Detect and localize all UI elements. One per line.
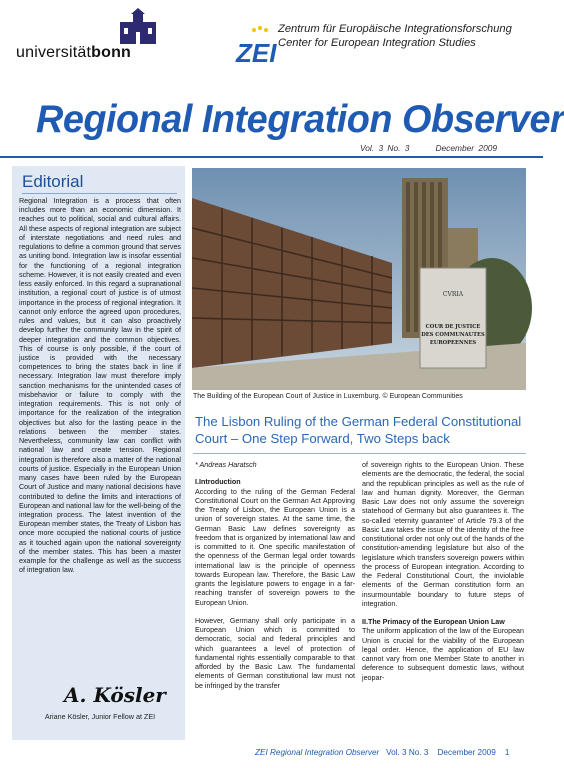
university-name: universitätbonn (16, 44, 132, 61)
publication-title: Regional Integration Observer (36, 98, 564, 141)
zei-institute-name (278, 22, 512, 50)
court-building-photo (192, 168, 526, 390)
editorial-body: Regional Integration is a process that often includes more than an economic dimension. It reaches out to political, social and cultural affairs. All these aspects of regional integration are subject of interstate negotiations and need rules and regulations to define a common ground that serves as uniting bond. Integration law is insofar essential for the functioning of a regional integration scheme. However, it is not easily created and even less easily enforced. In this regard a supranational institution, a regional court of justice is of utmost importance in the process of regional integration. It cannot only enforce the agreed upon procedures, rules and values, but it can also proactively develop further the community law in the spirit of deeper integration and the common objectives. This of course is only possible, if the court of justice is provided with the necessary competences to bring the states back in line if necessary. Integration law must therefore imply sanction mechanisms for the unintended cases of misbehavior or failure to comply with the integration requirements. This is not only of importance for the realization of the integration objectives but also for the lasting peace in the relations between the member states. Nevertheless, community law can conflict with national law and create tension. Regional integration is therefore also a matter of the national courts of justice. Especially in the European Union many cases have been ruled by the European Court of Justice and many national decisions have contributed to define the limits and interactions of European and national law for the well-being of the integration process. The latest invention of the European member states, the Treaty of Lisbon has once more occupied the national courts of justice as it touched again upon the national sovereignty of the member states. This has been a master example for the challenge as well as the success of integration law. (19, 197, 181, 575)
issue-info (360, 143, 497, 153)
issue-date: December 2009 (435, 143, 498, 153)
article-author: * Andreas Haratsch (195, 461, 257, 469)
article-divider (193, 453, 526, 454)
section-heading-introduction: I.Introduction (195, 478, 241, 487)
article-column-2 (362, 461, 524, 692)
issue-volume: Vol. 3 No. 3 (360, 143, 410, 153)
svg-text:CVRIA: CVRIA (442, 291, 464, 298)
svg-text:EUROPEENNES: EUROPEENNES (429, 340, 477, 346)
zei-logo-text: ZEI (236, 38, 277, 68)
article-paragraph: The uniform application of the law of the European Union is crucial for the viability of the European legal order. Hence, the application of EU law cannot vary from one Member State to another in deference to subsequent domestic laws, without jeopar- (362, 627, 524, 682)
zei-name-german: Zentrum für Europäische Integrationsforschung (278, 23, 512, 35)
zei-logo (236, 20, 277, 72)
editorial-author: Ariane Kösler, Junior Fellow at ZEI (44, 712, 156, 721)
svg-text:DES COMMUNAUTES: DES COMMUNAUTES (421, 332, 485, 338)
photo-caption: The Building of the European Court of Justice in Luxemburg. © European Communities (193, 393, 463, 400)
university-building-icon (118, 10, 158, 44)
editorial-heading: Editorial (22, 172, 84, 191)
article-paragraph: of sovereign rights to the European Union. These elements are the democratic, the federal, the social and the republican principles as well as the rule of law and human dignity. Moreover, the German Basic Law does not only assume the sovereign statehood of Germany but also guarantees it. The so-called ‘eternity guarantee’ of Article 79.3 of the Basic Law takes the issue of the identity of the free constitutional order not only out of the hands of the constitution-amending legislature but also of the legislature which transfers sovereign powers within the process of European integration. According to the Federal Constitutional Court, the inviolable elements of the German constitution form an insurmountable boundary to future steps of integration. (362, 461, 524, 608)
signature (60, 680, 166, 708)
page-number: 1 (504, 748, 510, 757)
footer-volume: Vol. 3 No. 3 (386, 748, 429, 757)
footer-publication: ZEI Regional Integration Observer (255, 748, 380, 757)
editorial-divider (22, 193, 177, 194)
article-column-1 (195, 461, 355, 700)
page-footer (255, 748, 509, 757)
svg-text:COUR DE JUSTICE: COUR DE JUSTICE (425, 324, 481, 330)
section-heading-primacy: II.The Primacy of the European Union Law (362, 618, 505, 626)
header-divider (0, 156, 543, 158)
article-paragraph: According to the ruling of the German Federal Constitutional Court on the German Act Approving the Treaty of Lisbon, the European Union is a union of sovereign states. At the same time, the German Basic Law defines sovereignty as freedom that is organized by international law and is committed to it. One specific manifestation of the openness of the German legal order towards international law is the principle of openness towards European law. Therefore, the Basic Law grants the legislature powers to engage in a far-reaching transfer of sovereign powers to the European Union. (195, 487, 355, 607)
article-paragraph: However, Germany shall only participate in a European Union which is committed to democratic, social and federal principles and which guarantees a level of protection of fundamental rights essentially comparable to that afforded by the Basic Law. The fundamental elements of German constitutional law must not be infringed by the transfer (195, 616, 355, 690)
zei-name-english: Center for European Integration Studies (278, 37, 476, 49)
footer-date: December 2009 (437, 748, 496, 757)
article-title: The Lisbon Ruling of the German Federal Constitutional Court – One Step Forward, Two Steps back (195, 414, 522, 446)
svg-text:A. Kösler: A. Kösler (64, 683, 166, 707)
